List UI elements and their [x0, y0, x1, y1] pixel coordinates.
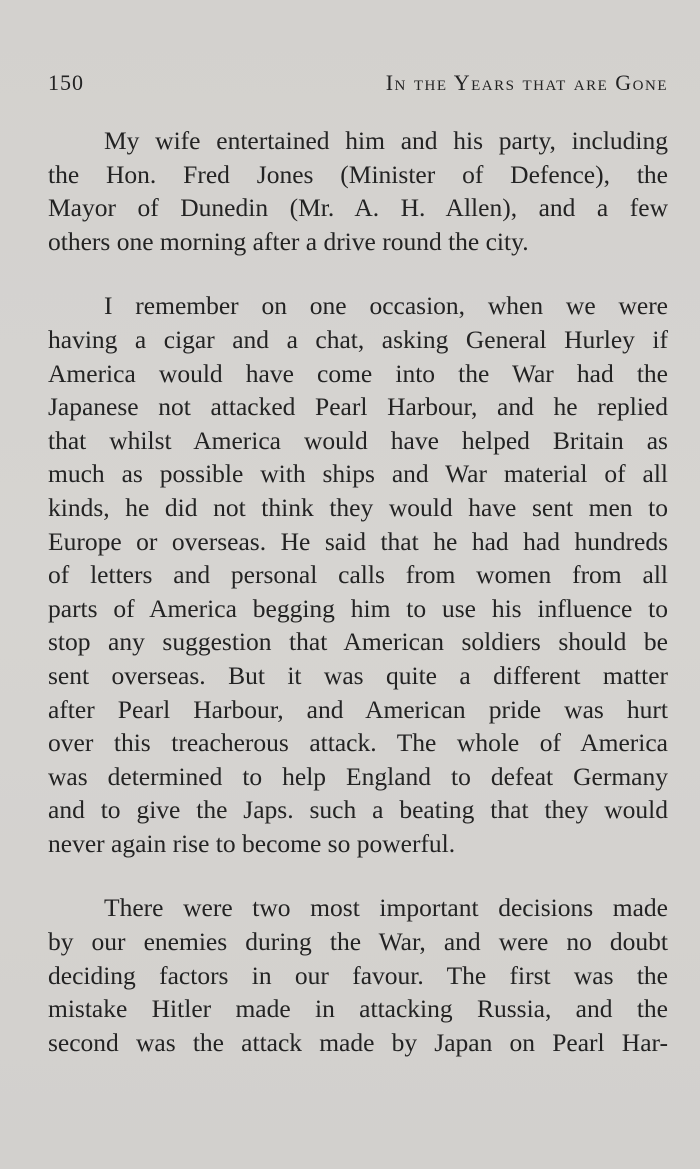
text-line: that whilst America would have helped Britain as: [48, 425, 668, 455]
text-line: kinds, he did not think they would have sent men to: [48, 492, 668, 522]
body-text: [48, 124, 668, 1090]
text-line: the Hon. Fred Jones (Minister of Defence), the: [48, 159, 668, 189]
text-line: deciding factors in our favour. The first was the: [48, 960, 668, 990]
text-line: much as possible with ships and War material of all: [48, 459, 668, 489]
text-line: My wife entertained him and his party, including: [104, 126, 668, 155]
text-line: stop any suggestion that American soldiers should be: [48, 627, 668, 657]
text-line: was determined to help England to defeat Germany: [48, 761, 668, 791]
text-line: and to give the Japs. such a beating that they would: [48, 795, 668, 825]
page-number: 150: [48, 70, 84, 95]
text-line: America would have come into the War had the: [48, 358, 668, 388]
paragraph: [48, 124, 668, 258]
text-line: by our enemies during the War, and were no doubt: [48, 927, 668, 957]
text-line: never again rise to become so powerful.: [48, 828, 456, 858]
text-line: others one morning after a drive round the city.: [48, 226, 529, 256]
text-line: after Pearl Harbour, and American pride was hurt: [48, 694, 668, 724]
text-line: Japanese not attacked Pearl Harbour, and he replied: [48, 392, 668, 422]
paragraph: [48, 289, 668, 860]
paragraph: [48, 891, 668, 1059]
text-line: There were two most important decisions made: [104, 893, 668, 923]
text-line: of letters and personal calls from women from all: [48, 560, 668, 590]
running-head: [48, 70, 668, 102]
text-line: Mayor of Dunedin (Mr. A. H. Allen), and a few: [48, 193, 668, 223]
text-line: over this treacherous attack. The whole of America: [48, 728, 668, 758]
text-line: having a cigar and a chat, asking General Hurley if: [48, 324, 668, 354]
text-line: I remember on one occasion, when we were: [104, 291, 668, 321]
text-line: parts of America begging him to use his influence to: [48, 593, 668, 623]
text-line: mistake Hitler made in attacking Russia, and the: [48, 994, 668, 1024]
text-line: Europe or overseas. He said that he had had hundreds: [48, 526, 668, 556]
text-line: sent overseas. But it was quite a different matter: [48, 660, 668, 690]
running-title: In the Years that are Gone: [385, 70, 668, 95]
text-line: second was the attack made by Japan on Pearl Har-: [48, 1027, 668, 1057]
